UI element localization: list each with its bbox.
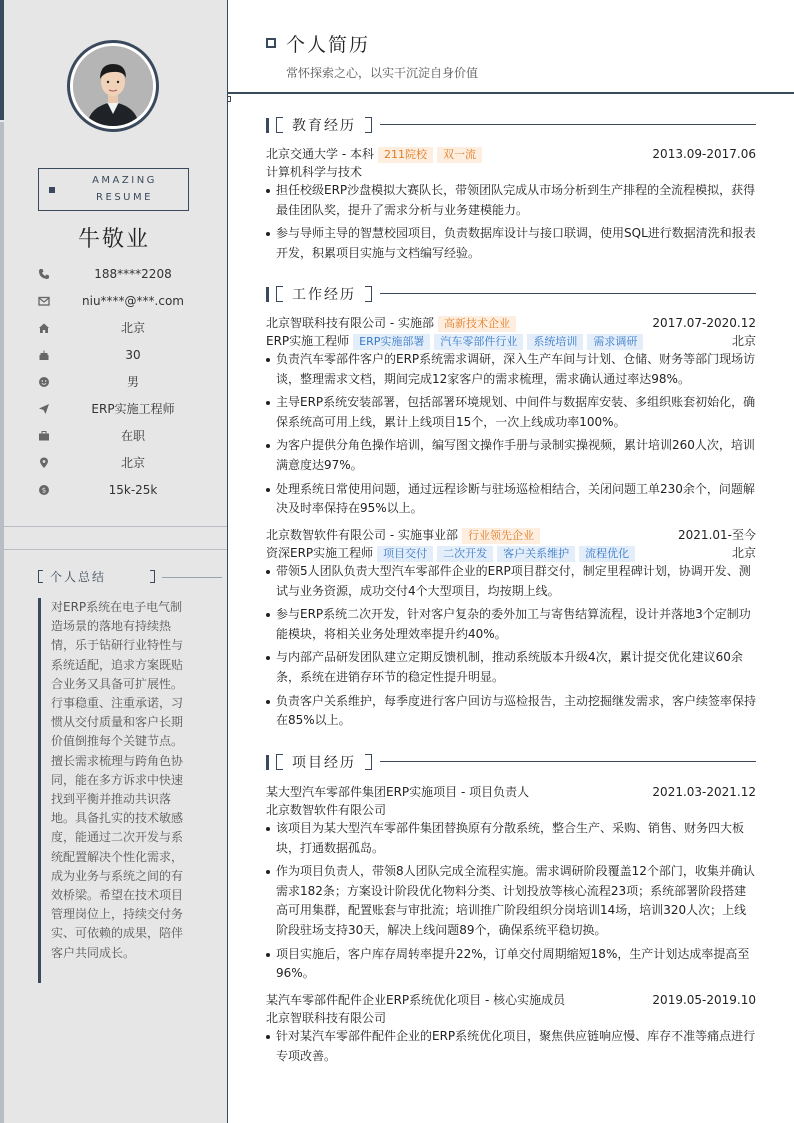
section-title: 项目经历 [292, 755, 356, 771]
bracket-right-icon [365, 286, 372, 302]
skill-tag: 流程优化 [579, 546, 635, 562]
avatar-photo [73, 46, 153, 126]
header-rule [228, 92, 794, 94]
info-value: niu****@***.com [82, 294, 184, 308]
tag: 行业领先企业 [462, 528, 540, 544]
send-icon [38, 403, 50, 415]
list-item: 该项目为某大型汽车零部件集团替换原有分散系统，整合生产、采购、销售、财务四大板块，打通数据孤岛。 [266, 819, 756, 858]
section-bar [266, 755, 269, 770]
company-line: 北京数智软件有限公司 - 实施事业部 [266, 528, 458, 542]
cake-icon [38, 349, 50, 361]
phone-icon [38, 268, 50, 280]
section-heading-work [266, 285, 756, 305]
sidebar [0, 0, 228, 1123]
summary-text: 对ERP系统在电子电气制造场景的落地有持续热情，乐于钻研行业特性与系统适配，追求方案既贴合业务又具备可扩展性。行事稳重、注重承诺，习惯从交付质量和客户长期价值倒推每个关键节点。擅长需求梳理与跨角色协同，能在多方诉求中快速找到平衡并推动共识落地。具备扎实的技术敏感度，能通过二次开发与系统配置解决个性化需求，成为业务与系统之间的有效桥梁。希望在技术项目管理岗位上，持续交付务实、可依赖的成果，陪伴客户共同成长。 [38, 598, 188, 983]
page-title: 个人简历 [286, 34, 371, 56]
skill-tag: 系统培训 [527, 334, 583, 350]
list-item: 带领5人团队负责大型汽车零部件企业的ERP项目群交付，制定里程碑计划，协调开发、测试与业务资源，成功交付4个大型项目，均按期上线。 [266, 562, 756, 601]
mail-icon [38, 295, 50, 307]
project-name: 某汽车零部件配件企业ERP系统优化项目 - 核心实施成员 [266, 993, 566, 1007]
section-bar [266, 118, 269, 133]
job-header [266, 526, 756, 544]
section-title: 工作经历 [292, 287, 356, 303]
company-line: 北京智联科技有限公司 - 实施部 [266, 316, 434, 330]
list-item: 处理系统日常使用问题，通过远程诊断与驻场巡检相结合，关闭问题工单230余个，问题解决及时率保持在95%以上。 [266, 480, 756, 519]
skill-tag: 客户关系维护 [497, 546, 575, 562]
job-bullets [266, 562, 756, 735]
info-location [38, 454, 208, 474]
list-item: 参与ERP系统二次开发，针对客户复杂的委外加工与寄售结算流程，设计并落地3个定制功能模块，将相关业务处理效率提升约40%。 [266, 605, 756, 644]
info-home [38, 319, 208, 339]
period: 2013.09-2017.06 [652, 147, 756, 161]
info-status [38, 427, 208, 447]
list-item: 针对某汽车零部件配件企业的ERP系统优化项目，聚焦供应链响应慢、库存不准等痛点进行专项改善。 [266, 1027, 756, 1066]
info-value: 男 [126, 375, 139, 389]
tag: 双一流 [437, 147, 482, 163]
info-value: 在职 [120, 429, 145, 443]
period: 2021.01-至今 [678, 528, 756, 542]
section-rule [380, 124, 756, 125]
education-major-row [266, 163, 756, 181]
list-item: 为客户提供分角色操作培训，编写图文操作手册与录制实操视频，累计培训260人次，培训满意度达97%。 [266, 436, 756, 475]
list-item: 项目实施后，客户库存周转率提升22%，订单交付周期缩短18%，生产计划达成率提高至96%。 [266, 945, 756, 984]
info-position [38, 400, 208, 420]
section-rule [380, 761, 756, 762]
project-company-row [266, 801, 756, 819]
job-bullets [266, 350, 756, 523]
project-header [266, 783, 756, 801]
list-item: 作为项目负责人，带领8人团队完成全流程实施。需求调研阶段覆盖12个部门，收集并确认需求182条；方案设计阶段优化物料分类、计划投放等核心流程23项；系统部署阶段搭建高可用集群，配置账套与审批流；培训推广阶段组织分岗培训14场，培训320人次；上线阶段驻场支持30天，解决上线问题89个，确保系统平稳切换。 [266, 862, 756, 940]
info-value: 北京 [120, 456, 145, 470]
corner-marker [227, 96, 231, 102]
role: ERP实施工程师 [266, 334, 350, 348]
home-icon [38, 322, 50, 334]
bracket-right-icon [150, 570, 155, 583]
project-company: 北京数智软件有限公司 [266, 803, 387, 817]
project-company: 北京智联科技有限公司 [266, 1011, 387, 1025]
major: 计算机科学与技术 [266, 165, 363, 179]
tagline-square-icon [49, 187, 55, 193]
section-heading-projects [266, 753, 756, 773]
info-value: 30 [125, 348, 141, 362]
period: 2017.07-2020.12 [652, 316, 756, 330]
divider [4, 526, 227, 527]
page-subtitle: 常怀探索之心，以实干沉淀自身价值 [286, 66, 479, 80]
avatar [67, 40, 159, 132]
period: 2019.05-2019.10 [652, 993, 756, 1007]
summary-title: 个人总结 [50, 570, 107, 584]
tag: 高新技术企业 [438, 316, 516, 332]
title-square-icon [266, 38, 276, 48]
section-heading-education [266, 116, 756, 136]
job-role-row [266, 332, 756, 350]
project-header [266, 991, 756, 1009]
list-item: 担任校级ERP沙盘模拟大赛队长，带领团队完成从市场分析到生产排程的全流程模拟，获得最佳团队奖，提升了需求分析与业务建模能力。 [266, 181, 756, 220]
location-pin-icon [38, 457, 50, 469]
list-item: 参与导师主导的智慧校园项目，负责数据库设计与接口联调，使用SQL进行数据清洗和报表开发，积累项目实施与文档编写经验。 [266, 224, 756, 263]
location: 北京 [731, 546, 756, 560]
period: 2021.03-2021.12 [652, 785, 756, 799]
tag: 211院校 [378, 147, 433, 163]
bracket-left-icon [38, 570, 43, 583]
tagline-line-2: RESUME [96, 192, 153, 203]
skill-tag: ERP实施部署 [353, 334, 430, 350]
info-value: ERP实施工程师 [91, 402, 175, 416]
money-icon [38, 484, 50, 496]
info-salary [38, 481, 208, 501]
education-header [266, 145, 756, 163]
job-role-row [266, 544, 756, 562]
project-bullets [266, 819, 756, 988]
section-bar [266, 287, 269, 302]
list-item: 与内部产品研发团队建立定期反馈机制，推动系统版本升级4次，累计提交优化建议60余条，系统在进销存环节的稳定性提升明显。 [266, 648, 756, 687]
list-item: 负责客户关系维护，每季度进行客户回访与巡检报告，主动挖掘继发需求，客户续签率保持在85%以上。 [266, 692, 756, 731]
location: 北京 [731, 334, 756, 348]
info-email [38, 292, 208, 312]
skill-tag: 汽车零部件行业 [434, 334, 523, 350]
skill-tag: 项目交付 [377, 546, 433, 562]
smile-icon [38, 376, 50, 388]
sidebar-accent-bar-light [0, 122, 4, 1123]
bracket-left-icon [276, 117, 283, 133]
tagline-line-1: AMAZING [92, 175, 157, 186]
briefcase-icon [38, 430, 50, 442]
job-header [266, 314, 756, 332]
heading-rule [162, 577, 222, 578]
svg-text:$: $ [41, 486, 47, 495]
project-name: 某大型汽车零部件集团ERP实施项目 - 项目负责人 [266, 785, 530, 799]
section-rule [380, 293, 756, 294]
role: 资深ERP实施工程师 [266, 546, 374, 560]
bracket-right-icon [365, 754, 372, 770]
divider [4, 549, 227, 550]
info-phone [38, 265, 208, 285]
project-bullets [266, 1027, 756, 1070]
person-name: 牛敬业 [77, 227, 150, 252]
bracket-right-icon [365, 117, 372, 133]
info-value: 北京 [120, 321, 145, 335]
school-line: 北京交通大学 - 本科 [266, 147, 374, 161]
skill-tag: 需求调研 [587, 334, 643, 350]
info-value: 15k-25k [108, 483, 158, 497]
list-item: 负责汽车零部件客户的ERP系统需求调研，深入生产车间与计划、仓储、财务等部门现场访谈，整理需求文档，期间完成12家客户的需求梳理，需求确认通过率达98%。 [266, 350, 756, 389]
section-title: 教育经历 [292, 118, 356, 134]
education-bullets [266, 181, 756, 267]
info-value: 188****2208 [94, 267, 172, 281]
bracket-left-icon [276, 754, 283, 770]
tagline-box [38, 168, 189, 211]
list-item: 主导ERP系统安装部署，包括部署环境规划、中间件与数据库安装、多组织账套初始化，确保系统高可用上线，累计上线项目15个，一次上线成功率100%。 [266, 393, 756, 432]
info-gender [38, 373, 208, 393]
info-age [38, 346, 208, 366]
bracket-left-icon [276, 286, 283, 302]
project-company-row [266, 1009, 756, 1027]
sidebar-accent-bar [0, 0, 4, 120]
skill-tag: 二次开发 [437, 546, 493, 562]
